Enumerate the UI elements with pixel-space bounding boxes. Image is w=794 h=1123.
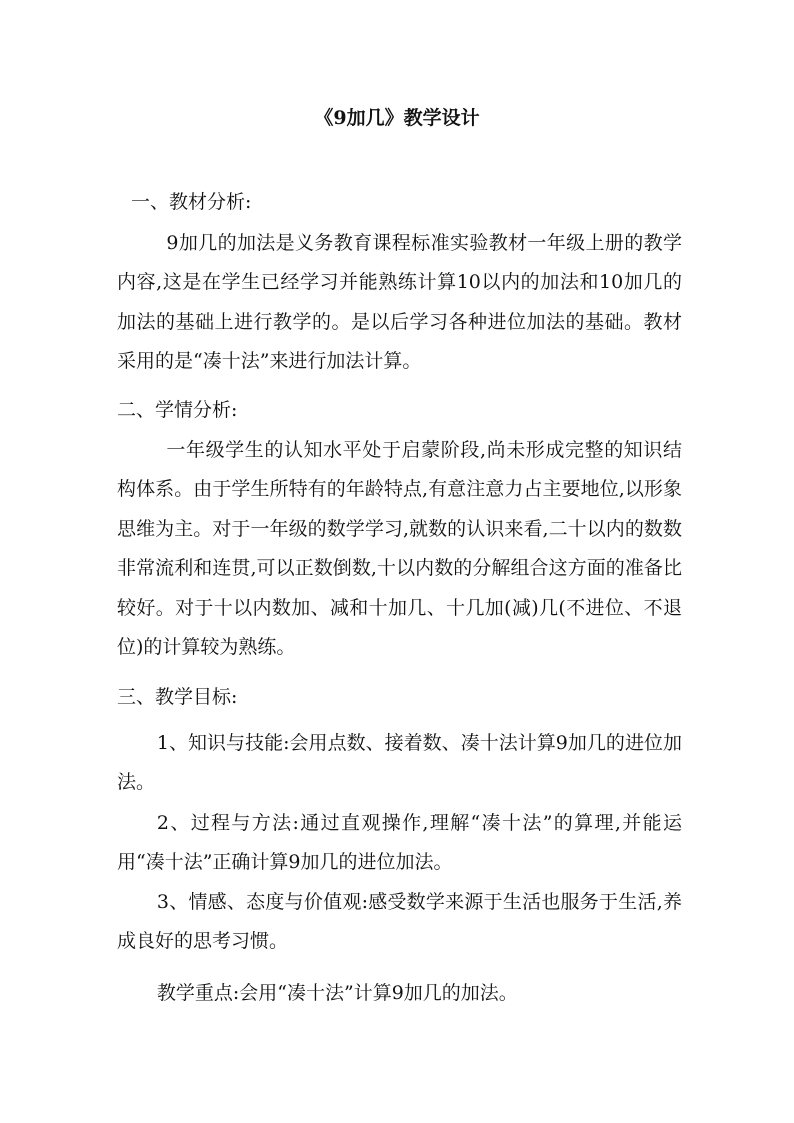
goal-item-3: 3、情感、态度与价值观:感受数学来源于生活也服务于生活,养成良好的思考习惯。 xyxy=(117,891,682,953)
section-heading-material: 一、教材分析: xyxy=(131,191,252,213)
section-heading-learners: 二、学情分析: xyxy=(117,399,238,421)
goal-item-2: 2、过程与方法:通过直观操作,理解“凑十法”的算理,并能运用“凑十法”正确计算9加几的进位加法。 xyxy=(117,812,682,874)
goal-item-1: 1、知识与技能:会用点数、接着数、凑十法计算9加几的进位加法。 xyxy=(117,732,682,794)
paragraph-learners: 一年级学生的认知水平处于启蒙阶段,尚未形成完整的知识结构体系。由于学生所特有的年龄特点,有意注意力占主要地位,以形象思维为主。对于一年级的数学学习,就数的认识来看,二十以内的数数非常流利和连贯,可以正数倒数,十以内数的分解组合这方面的准备比较好。对于十以内数加、减和十加几、十几加(减)几(不进位、不退位)的计算较为熟练。 xyxy=(117,439,682,659)
section-heading-goals: 三、教学目标: xyxy=(117,686,238,708)
document-title: 《9加几》教学设计 xyxy=(314,107,480,129)
paragraph-material: 9加几的加法是义务教育课程标准实验教材一年级上册的教学内容,这是在学生已经学习并能熟练计算10以内的加法和10加几的加法的基础上进行教学的。是以后学习各种进位加法的基础。教材采用的是“凑十法”来进行加法计算。 xyxy=(117,232,682,373)
key-point: 教学重点:会用“凑十法”计算9加几的加法。 xyxy=(156,982,518,1004)
